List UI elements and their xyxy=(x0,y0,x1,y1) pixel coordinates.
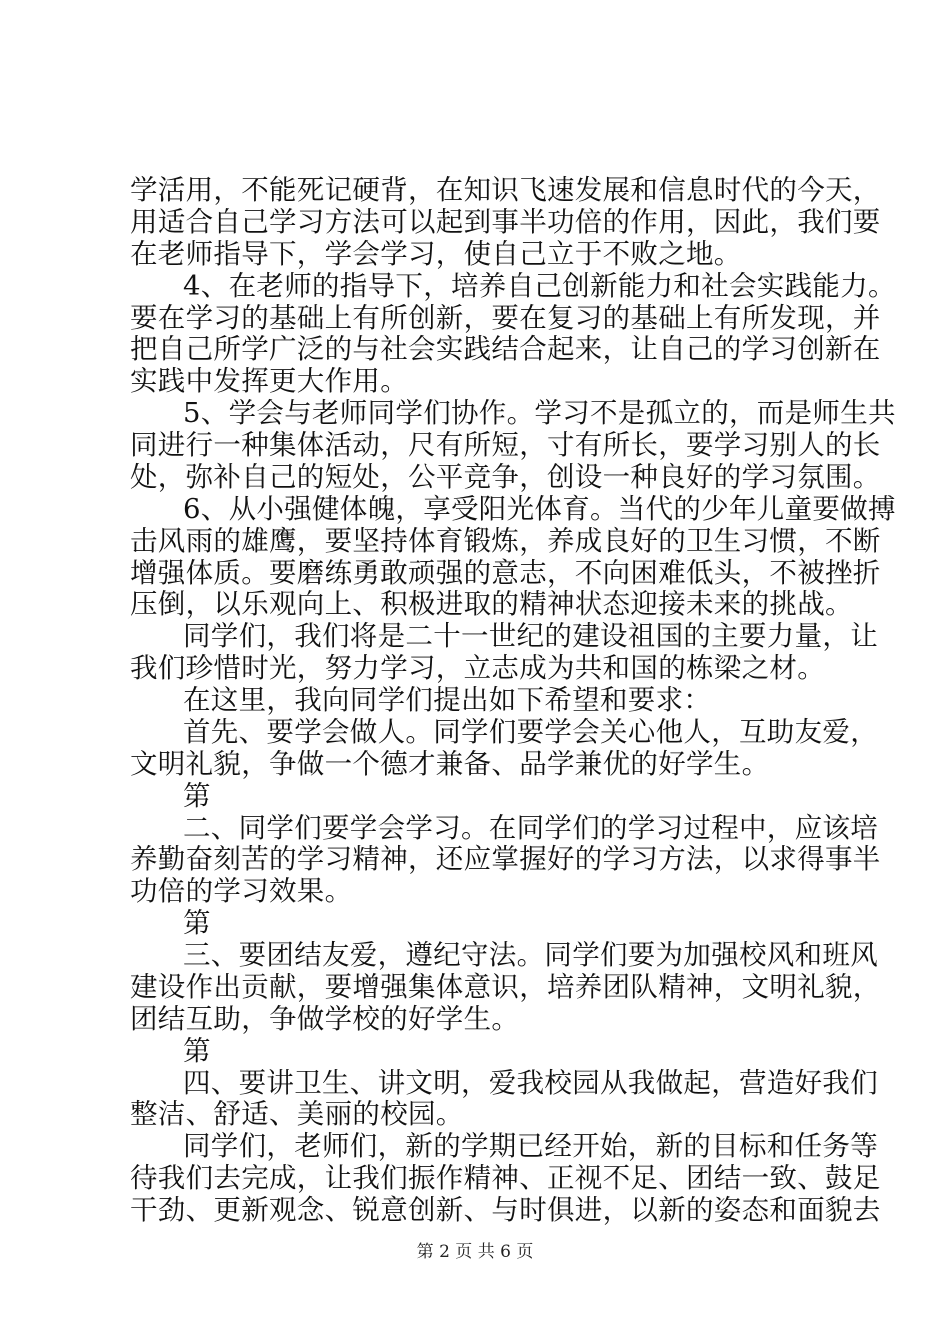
text-line: 6、从小强健体魄，享受阳光体育。当代的少年儿童要做搏 xyxy=(183,493,896,525)
text-line: 5、学会与老师同学们协作。学习不是孤立的，而是师生共 xyxy=(183,397,896,429)
text-line: 增强体质。要磨练勇敢顽强的意志，不向困难低头，不被挫折 xyxy=(130,557,881,589)
text-line: 干劲、更新观念、锐意创新、与时俱进，以新的姿态和面貌去 xyxy=(130,1194,881,1226)
text-line: 学活用，不能死记硬背，在知识飞速发展和信息时代的今天， xyxy=(130,174,881,206)
text-line: 实践中发挥更大作用。 xyxy=(130,365,408,397)
text-line: 我们珍惜时光，努力学习，立志成为共和国的栋梁之材。 xyxy=(130,652,825,684)
text-line: 文明礼貌，争做一个德才兼备、品学兼优的好学生。 xyxy=(130,748,770,780)
text-line: 首先、要学会做人。同学们要学会关心他人，互助友爱， xyxy=(183,716,878,748)
text-line: 二、同学们要学会学习。在同学们的学习过程中，应该培 xyxy=(183,812,878,844)
text-line: 同学们，老师们，新的学期已经开始，新的目标和任务等 xyxy=(183,1130,878,1162)
text-line: 把自己所学广泛的与社会实践结合起来，让自己的学习创新在 xyxy=(130,333,881,365)
text-line: 功倍的学习效果。 xyxy=(130,875,353,907)
text-line: 在老师指导下，学会学习，使自己立于不败之地。 xyxy=(130,238,742,270)
text-line: 4、在老师的指导下，培养自己创新能力和社会实践能力。 xyxy=(183,270,896,302)
text-line: 四、要讲卫生、讲文明，爱我校园从我做起，营造好我们 xyxy=(183,1067,878,1099)
text-line: 要在学习的基础上有所创新，要在复习的基础上有所发现，并 xyxy=(130,302,881,334)
text-line: 养勤奋刻苦的学习精神，还应掌握好的学习方法，以求得事半 xyxy=(130,843,881,875)
text-line: 建设作出贡献，要增强集体意识，培养团队精神，文明礼貌， xyxy=(130,971,881,1003)
text-line: 处，弥补自己的短处，公平竞争，创设一种良好的学习氛围。 xyxy=(130,461,881,493)
page-number: 第 2 页 共 6 页 xyxy=(416,1242,534,1262)
text-line: 团结互助，争做学校的好学生。 xyxy=(130,1003,520,1035)
text-line: 第 xyxy=(183,1035,211,1067)
text-line: 同学们，我们将是二十一世纪的建设祖国的主要力量，让 xyxy=(183,620,878,652)
text-line: 第 xyxy=(183,907,211,939)
text-line: 击风雨的雄鹰，要坚持体育锻炼，养成良好的卫生习惯，不断 xyxy=(130,525,881,557)
text-line: 压倒，以乐观向上、积极进取的精神状态迎接未来的挑战。 xyxy=(130,588,853,620)
text-line: 待我们去完成，让我们振作精神、正视不足、团结一致、鼓足 xyxy=(130,1162,881,1194)
text-line: 在这里，我向同学们提出如下希望和要求： xyxy=(183,684,712,716)
text-line: 整洁、舒适、美丽的校园。 xyxy=(130,1098,464,1130)
text-line: 第 xyxy=(183,780,211,812)
text-line: 用适合自己学习方法可以起到事半功倍的作用，因此，我们要 xyxy=(130,206,881,238)
text-line: 同进行一种集体活动，尺有所短，寸有所长，要学习别人的长 xyxy=(130,429,881,461)
text-line: 三、要团结友爱，遵纪守法。同学们要为加强校风和班风 xyxy=(183,939,878,971)
